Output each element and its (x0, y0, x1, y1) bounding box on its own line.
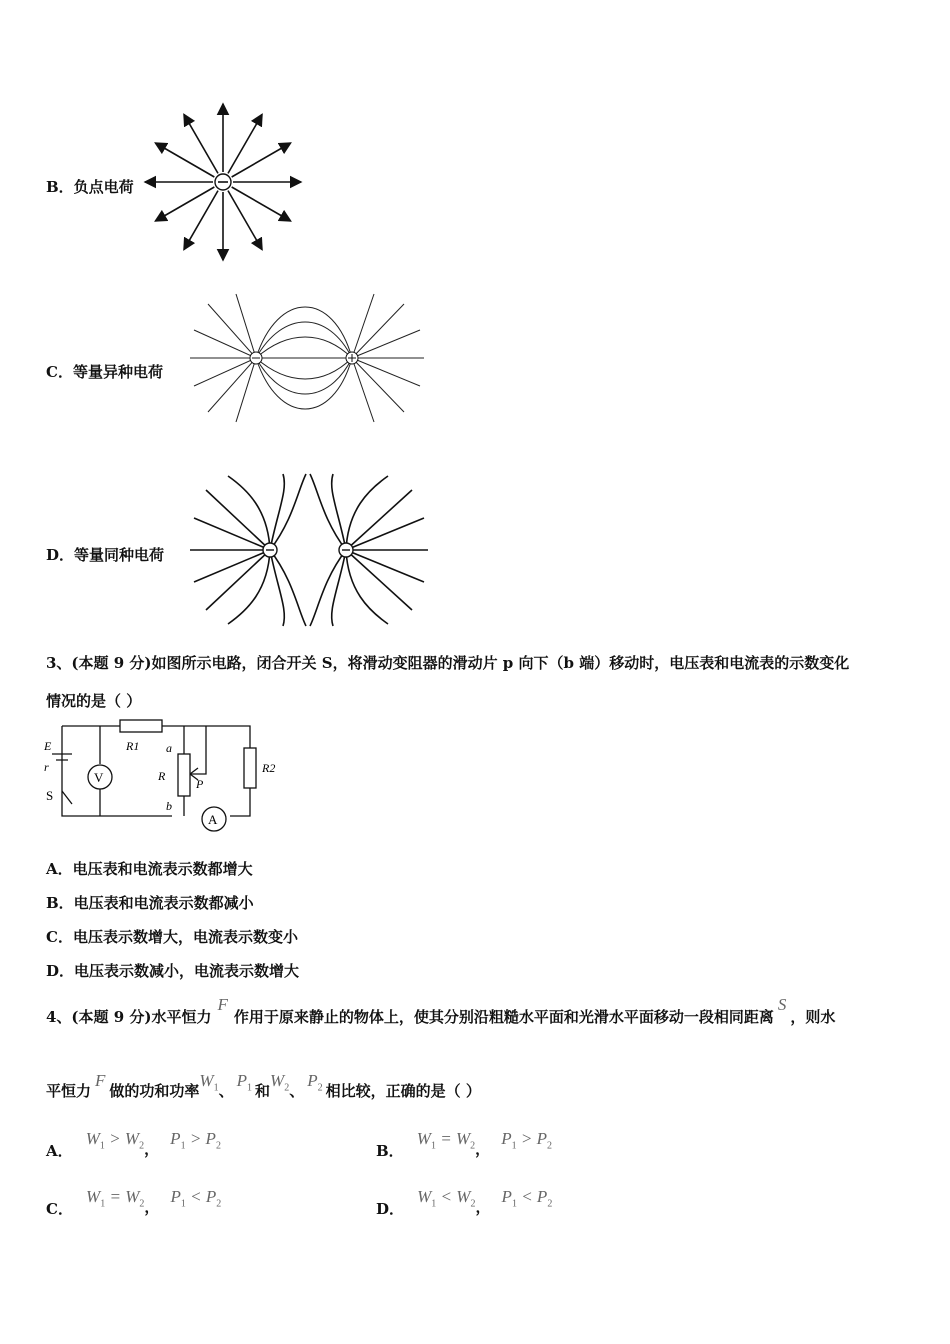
q4-option-a: A． $W_1 > W_2$， $P_1 > P_2$ (46, 1129, 221, 1160)
terminal-a-label: a (166, 741, 172, 755)
q4-stem-line1: 4、(本题 9 分)水平恒力F作用于原来静止的物体上，使其分别沿粗糙水平面和光滑水平面移动一段相同距离S，则水 (46, 995, 836, 1026)
negative-charge-figure (140, 100, 310, 265)
option-c-label: C．等量异种电荷 (46, 363, 163, 381)
field-line-arrow (184, 191, 218, 250)
q3-stem-line2: 情况的是（ ） (46, 692, 142, 710)
q4-option-c: C． $W_1 = W_2$， $P_1 < P_2$ (46, 1187, 222, 1218)
q4-stem-line2: 平恒力F做的功和功率$W_1$、$P_1$ 和$W_2$、$P_2$ 相比较，正确的是（ ） (46, 1071, 481, 1100)
ammeter-label: A (208, 812, 218, 827)
q3-option-a: A．电压表和电流表示数都增大 (46, 860, 253, 878)
switch-label: S (46, 788, 54, 803)
voltmeter-label: V (94, 770, 104, 785)
field-line-arrow (155, 143, 214, 177)
terminal-b-label: b (166, 799, 172, 813)
q3-option-c: C．电压表示数增大，电流表示数变小 (46, 928, 298, 946)
q3-option-d: D．电压表示数减小，电流表示数增大 (46, 962, 300, 980)
q3-stem-line1: 3、(本题 9 分)如图所示电路，闭合开关 S，将滑动变阻器的滑动片 p 向下（b 端）移动时，电压表和电流表的示数变化 (46, 654, 850, 672)
field-line-arrow (232, 187, 291, 221)
field-line-arrow (155, 187, 214, 221)
field-line-arrow (228, 191, 262, 250)
like-charges-figure (188, 470, 433, 630)
field-line-arrow (232, 143, 291, 177)
r1-label: R1 (126, 739, 140, 753)
internal-r-label: r (44, 760, 49, 774)
rheostat-label: R (158, 769, 166, 783)
q4-option-b: B． $W_1 = W_2$， $P_1 > P_2$ (376, 1129, 552, 1160)
field-line-arrow (228, 114, 262, 173)
circuit-diagram (40, 716, 290, 836)
option-d-label: D．等量同种电荷 (46, 546, 165, 564)
opposite-charges-figure (188, 290, 428, 430)
q3-option-b: B．电压表和电流表示数都减小 (46, 894, 254, 912)
field-line-arrow (184, 114, 218, 173)
r2-label: R2 (262, 761, 276, 775)
battery-label: E (44, 739, 52, 753)
slider-label: P (196, 777, 204, 791)
option-b-label: B．负点电荷 (46, 178, 134, 196)
q4-option-d: D． $W_1 < W_2$， $P_1 < P_2$ (376, 1187, 553, 1218)
